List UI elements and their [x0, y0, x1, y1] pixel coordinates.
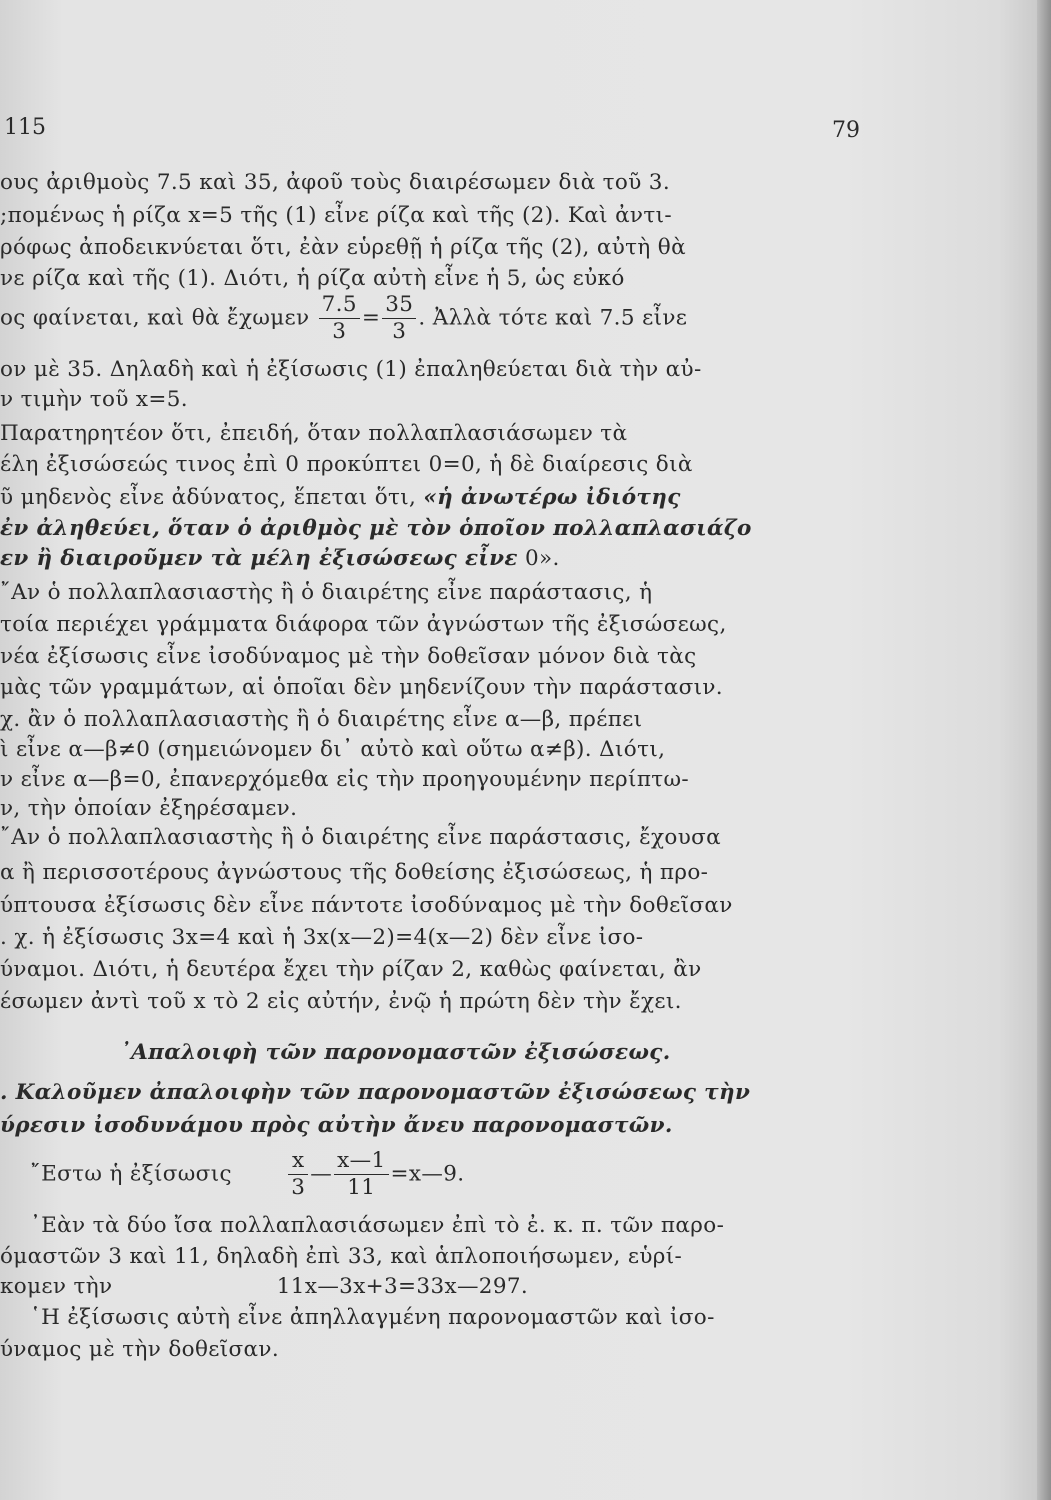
text-line: . χ. ἡ ἐξίσωσις 3x=4 καὶ ἡ 3x(x—2)=4(x—2) δὲν εἶνε ἰσο-	[0, 925, 644, 950]
text-line: έλη ἐξισώσεώς τινος ἐπὶ 0 προκύπτει 0=0, ἡ δὲ διαίρεσις διὰ	[0, 452, 693, 477]
fraction	[288, 1148, 308, 1201]
page-edge-shadow	[1037, 0, 1051, 1500]
text-segment: ος φαίνεται, καὶ θὰ ἔχωμεν	[0, 305, 310, 331]
text-line: ῎Αν ὁ πολλαπλασιαστὴς ἢ ὁ διαιρέτης εἶνε παράστασις, ἔχουσα	[0, 825, 722, 850]
fraction-numerator: x	[288, 1148, 308, 1175]
text-line: τοία περιέχει γράμματα διάφορα τῶν ἀγνώστων τῆς ἐξισώσεως,	[0, 612, 727, 637]
text-line: ;πομένως ἡ ρίζα x=5 τῆς (1) εἶνε ρίζα καὶ τῆς (2). Καὶ ἀντι-	[0, 203, 672, 228]
fraction-denominator: 11	[347, 1175, 376, 1200]
fraction	[319, 292, 360, 345]
text-segment: κομεν τὴν	[0, 1274, 113, 1299]
emphasis-line: ἐν ἀληθεύει, ὅταν ὁ ἀριθμὸς μὲ τὸν ὁποῖον πολλαπλασιάζο	[0, 516, 752, 541]
text-line: ν εἶνε α—β=0, ἐπανερχόμεθα εἰς τὴν προηγουμένην περίπτω-	[0, 767, 690, 792]
equation-line	[30, 1148, 464, 1201]
text-line: ᾽Εὰν τὰ δύο ἴσα πολλαπλασιάσωμεν ἐπὶ τὸ ἐ. κ. π. τῶν παρο-	[30, 1213, 725, 1238]
minus-sign: —	[310, 1161, 333, 1187]
text-line: ύναμοι. Διότι, ἡ δευτέρα ἔχει τὴν ρίζαν 2, καθὼς φαίνεται, ἂν	[0, 957, 702, 982]
text-line: ὶ εἶνε α—β≠0 (σημειώνομεν δι᾽ αὐτὸ καὶ οὕτω α≠β). Διότι,	[0, 737, 666, 762]
text-line: ῎Αν ὁ πολλαπλασιαστὴς ἢ ὁ διαιρέτης εἶνε παράστασις, ἡ	[0, 580, 653, 605]
text-line: χ. ἂν ὁ πολλαπλασιαστὴς ἢ ὁ διαιρέτης εἶνε α—β, πρέπει	[0, 707, 643, 732]
equals-sign: =	[361, 305, 381, 331]
text-line: ν, τὴν ὁποίαν ἐξηρέσαμεν.	[0, 796, 298, 821]
text-line: ύναμος μὲ τὴν δοθεῖσαν.	[0, 1337, 280, 1362]
text-line: έσωμεν ἀντὶ τοῦ x τὸ 2 εἰς αὐτήν, ἐνῷ ἡ πρώτη δὲν τὴν ἔχει.	[0, 989, 682, 1014]
text-line: ύπτουσα ἐξίσωσις δὲν εἶνε πάντοτε ἰσοδύναμος μὲ τὴν δοθεῖσαν	[0, 893, 733, 918]
text-line: Παρατηρητέον ὅτι, ἐπειδή, ὅταν πολλαπλασιάσωμεν τὰ	[0, 421, 628, 446]
left-page-number: 115	[4, 115, 46, 140]
page-number: 79	[832, 118, 860, 143]
text-line	[0, 546, 560, 571]
text-line: ῾Η ἐξίσωσις αὐτὴ εἶνε ἀπηλλαγμένη παρονομαστῶν καὶ ἰσο-	[30, 1305, 715, 1330]
text-line: ους ἀριθμοὺς 7.5 καὶ 35, ἀφοῦ τοὺς διαιρέσωμεν διὰ τοῦ 3.	[0, 170, 671, 195]
section-title: ᾽Απαλοιφὴ τῶν παρονομαστῶν ἐξισώσεως.	[120, 1040, 671, 1065]
emphasis-text: «ἡ ἀνωτέρω ἰδιότης	[423, 485, 681, 510]
fraction-numerator: x—1	[334, 1148, 388, 1175]
definition-line: ύρεσιν ἰσοδυνάμου πρὸς αὐτὴν ἄνευ παρονομαστῶν.	[0, 1113, 673, 1138]
text-segment: . Ἀλλὰ τότε καὶ 7.5 εἶνε	[418, 305, 688, 331]
text-line: όμαστῶν 3 καὶ 11, δηλαδὴ ἐπὶ 33, καὶ ἁπλοποιήσωμεν, εὑρί-	[0, 1244, 683, 1269]
text-line: νέα ἐξίσωσις εἶνε ἰσοδύναμος μὲ τὴν δοθεῖσαν μόνον διὰ τὰς	[0, 644, 697, 669]
fraction-numerator: 7.5	[319, 292, 360, 319]
fraction-denominator: 3	[291, 1175, 306, 1200]
text-line	[0, 485, 681, 510]
text-line: μὰς τῶν γραμμάτων, αἱ ὁποῖαι δὲν μηδενίζουν τὴν παράστασιν.	[0, 675, 723, 700]
emphasis-text: εν ἢ διαιροῦμεν τὰ μέλη ἐξισώσεως εἶνε	[0, 546, 518, 571]
fraction	[334, 1148, 388, 1201]
text-line: ον μὲ 35. Δηλαδὴ καὶ ἡ ἐξίσωσις (1) ἐπαληθεύεται διὰ τὴν αὐ-	[0, 357, 702, 382]
text-line: α ἢ περισσοτέρους ἀγνώστους τῆς δοθείσης ἐξισώσεως, ἡ προ-	[0, 860, 709, 885]
text-segment: ῦ μηδενὸς εἶνε ἀδύνατος, ἕπεται ὅτι,	[0, 485, 417, 510]
text-segment: =x—9.	[390, 1161, 465, 1187]
text-line: ν τιμὴν τοῦ x=5.	[0, 387, 188, 412]
text-line-with-fractions	[0, 292, 687, 345]
text-segment: ῎Εστω ἡ ἐξίσωσις	[30, 1161, 232, 1187]
fraction-denominator: 3	[332, 319, 347, 344]
fraction	[382, 292, 416, 345]
text-segment: 0».	[525, 546, 560, 571]
text-line: ρόφως ἀποδεικνύεται ὅτι, ἐὰν εὑρεθῇ ἡ ρίζα τῆς (2), αὐτὴ θὰ	[0, 235, 686, 260]
text-line: νε ρίζα καὶ τῆς (1). Διότι, ἡ ρίζα αὐτὴ εἶνε ἡ 5, ὡς εὐκό	[0, 266, 625, 291]
text-line	[0, 1274, 528, 1299]
fraction-denominator: 3	[392, 319, 407, 344]
equation: 11x—3x+3=33x—297.	[276, 1274, 529, 1299]
definition-line: . Καλοῦμεν ἀπαλοιφὴν τῶν παρονομαστῶν ἐξισώσεως τὴν	[0, 1080, 751, 1105]
fraction-numerator: 35	[382, 292, 416, 319]
